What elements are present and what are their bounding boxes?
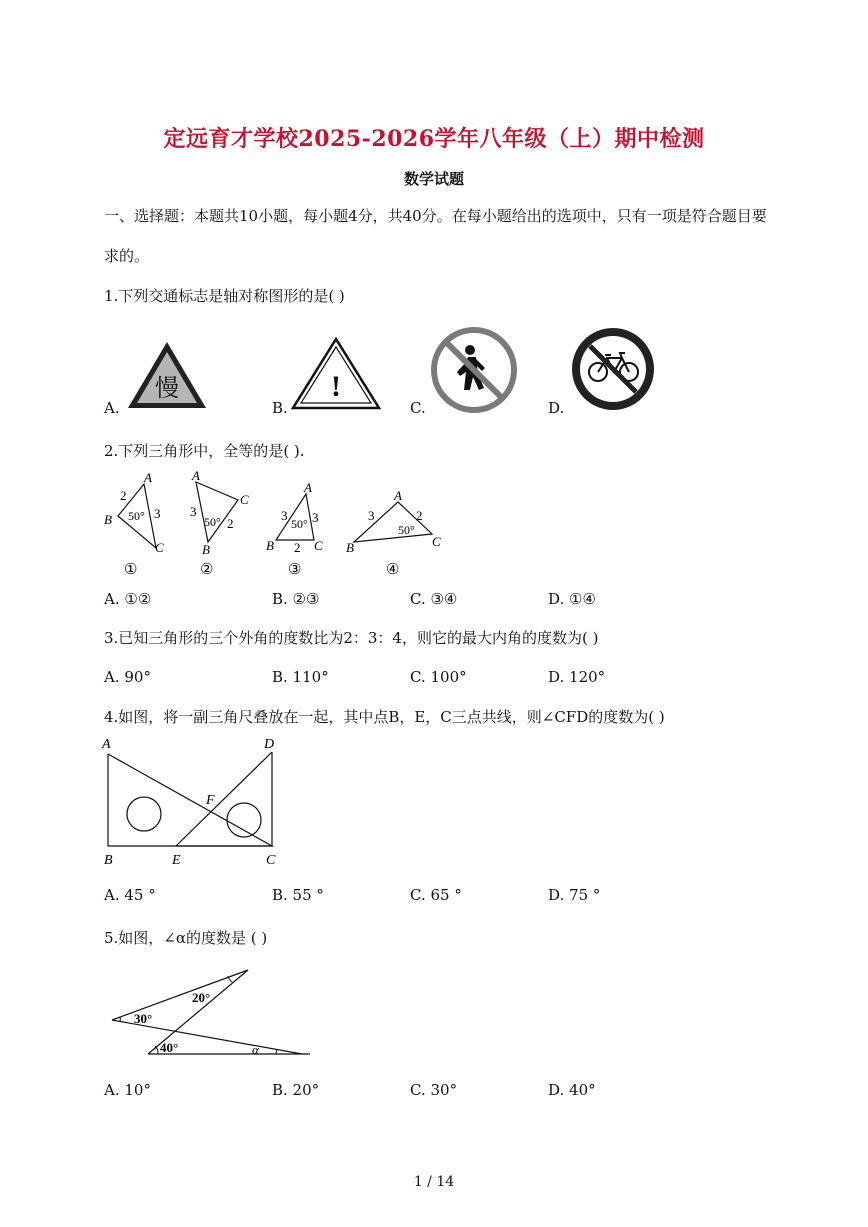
t3-side-bc: 2 [294, 540, 301, 555]
warning-sign-icon [290, 336, 382, 412]
t1-vertex-a: A [144, 470, 152, 485]
page-number: 1 / 14 [413, 1174, 455, 1190]
q4-set-squares-figure [100, 734, 290, 874]
triangle-2 [190, 470, 249, 578]
t3-vertex-c: C [314, 538, 323, 553]
question-1-stem: 1.下列交通标志是轴对称图形的是( ) [104, 287, 345, 305]
q4-point-b: B [104, 853, 113, 868]
t1-label: ① [124, 562, 138, 578]
q3-option-c: C. 100° [410, 668, 467, 686]
q2-option-a: A. ①② [104, 590, 152, 608]
t1-angle: 50° [128, 509, 145, 523]
q4-point-c: C [266, 853, 276, 868]
t1-vertex-c: C [155, 540, 164, 555]
t3-label: ③ [288, 562, 302, 578]
q4-option-c: C. 65 ° [410, 886, 462, 904]
q5-angle-20: 20° [192, 990, 211, 1005]
q4-point-d: D [264, 737, 275, 752]
t4-vertex-c: C [432, 534, 441, 549]
t3-vertex-b: B [266, 538, 274, 553]
t4-vertex-a: A [394, 488, 402, 503]
t2-vertex-b: B [202, 542, 210, 557]
question-3-stem: 3.已知三角形的三个外角的度数比为2：3：4，则它的最大内角的度数为( ) [104, 629, 599, 647]
q1-option-c: C. [410, 399, 426, 417]
t2-vertex-a: A [192, 470, 200, 483]
triangle-4 [346, 488, 441, 578]
t2-vertex-c: C [240, 492, 249, 507]
t4-side-ac: 2 [416, 508, 423, 523]
q3-option-d: D. 120° [548, 668, 606, 686]
t1-vertex-b: B [104, 512, 112, 527]
q2-option-b: B. ②③ [272, 590, 320, 608]
t3-side-ab: 3 [281, 508, 288, 523]
slow-sign-char: 慢 [155, 376, 179, 402]
t4-label: ④ [386, 562, 400, 578]
warning-sign-mark: ! [331, 370, 341, 403]
q5-option-c: C. 30° [410, 1081, 458, 1099]
page-subtitle: 数学试题 [403, 170, 464, 188]
q4-point-e: E [172, 853, 181, 868]
triangle-1 [104, 470, 164, 578]
q1-option-b: B. [272, 399, 288, 417]
q2-option-d: D. ①④ [548, 590, 596, 608]
q4-point-f: F [206, 793, 215, 808]
q5-angle-30: 30° [134, 1011, 153, 1026]
section-instructions: 一、选择题：本题共10小题，每小题4分，共40分。在每小题给出的选项中，只有一项是符合题目要求的。 [104, 207, 767, 265]
no-pedestrian-sign-icon [430, 326, 518, 414]
t1-side-ab: 2 [120, 488, 127, 503]
question-4-stem: 4.如图，将一副三角尺叠放在一起，其中点B，E，C三点共线，则∠CFD的度数为( ) [104, 708, 665, 726]
q5-option-b: B. 20° [272, 1081, 320, 1099]
q5-angle-40: 40° [160, 1040, 179, 1055]
t2-label: ② [200, 562, 214, 578]
q2-triangles-figure [100, 470, 460, 580]
t4-side-ab: 3 [368, 508, 375, 523]
q3-option-b: B. 110° [272, 668, 329, 686]
no-bicycle-sign-icon [568, 324, 658, 414]
t4-angle: 50° [398, 523, 415, 537]
q3-option-a: A. 90° [104, 668, 151, 686]
q4-option-b: B. 55 ° [272, 886, 324, 904]
t4-vertex-b: B [346, 540, 354, 555]
q1-option-d: D. [548, 399, 565, 417]
t2-angle: 50° [204, 515, 221, 529]
q4-option-d: D. 75 ° [548, 886, 601, 904]
t3-side-ac: 3 [312, 510, 319, 525]
q5-angle-alpha: α [252, 1042, 259, 1057]
q5-angles-figure [104, 962, 318, 1062]
q4-point-a: A [102, 737, 111, 752]
question-2-stem: 2.下列三角形中，全等的是( ). [104, 442, 305, 460]
triangle-3 [266, 480, 323, 578]
page-title: 定远育才学校2025-2026学年八年级（上）期中检测 [163, 126, 705, 152]
q5-option-a: A. 10° [104, 1081, 151, 1099]
t3-angle: 50° [291, 517, 308, 531]
q2-option-c: C. ③④ [410, 590, 458, 608]
t2-side-bc: 2 [227, 516, 234, 531]
question-5-stem: 5.如图，∠α的度数是 ( ) [104, 929, 268, 947]
q1-option-a: A. [104, 399, 120, 417]
q4-option-a: A. 45 ° [104, 886, 156, 904]
t3-vertex-a: A [304, 480, 312, 495]
t1-side-ac: 3 [154, 506, 161, 521]
t2-side-ab: 3 [190, 504, 197, 519]
slow-sign-icon [124, 338, 210, 412]
q5-option-d: D. 40° [548, 1081, 596, 1099]
